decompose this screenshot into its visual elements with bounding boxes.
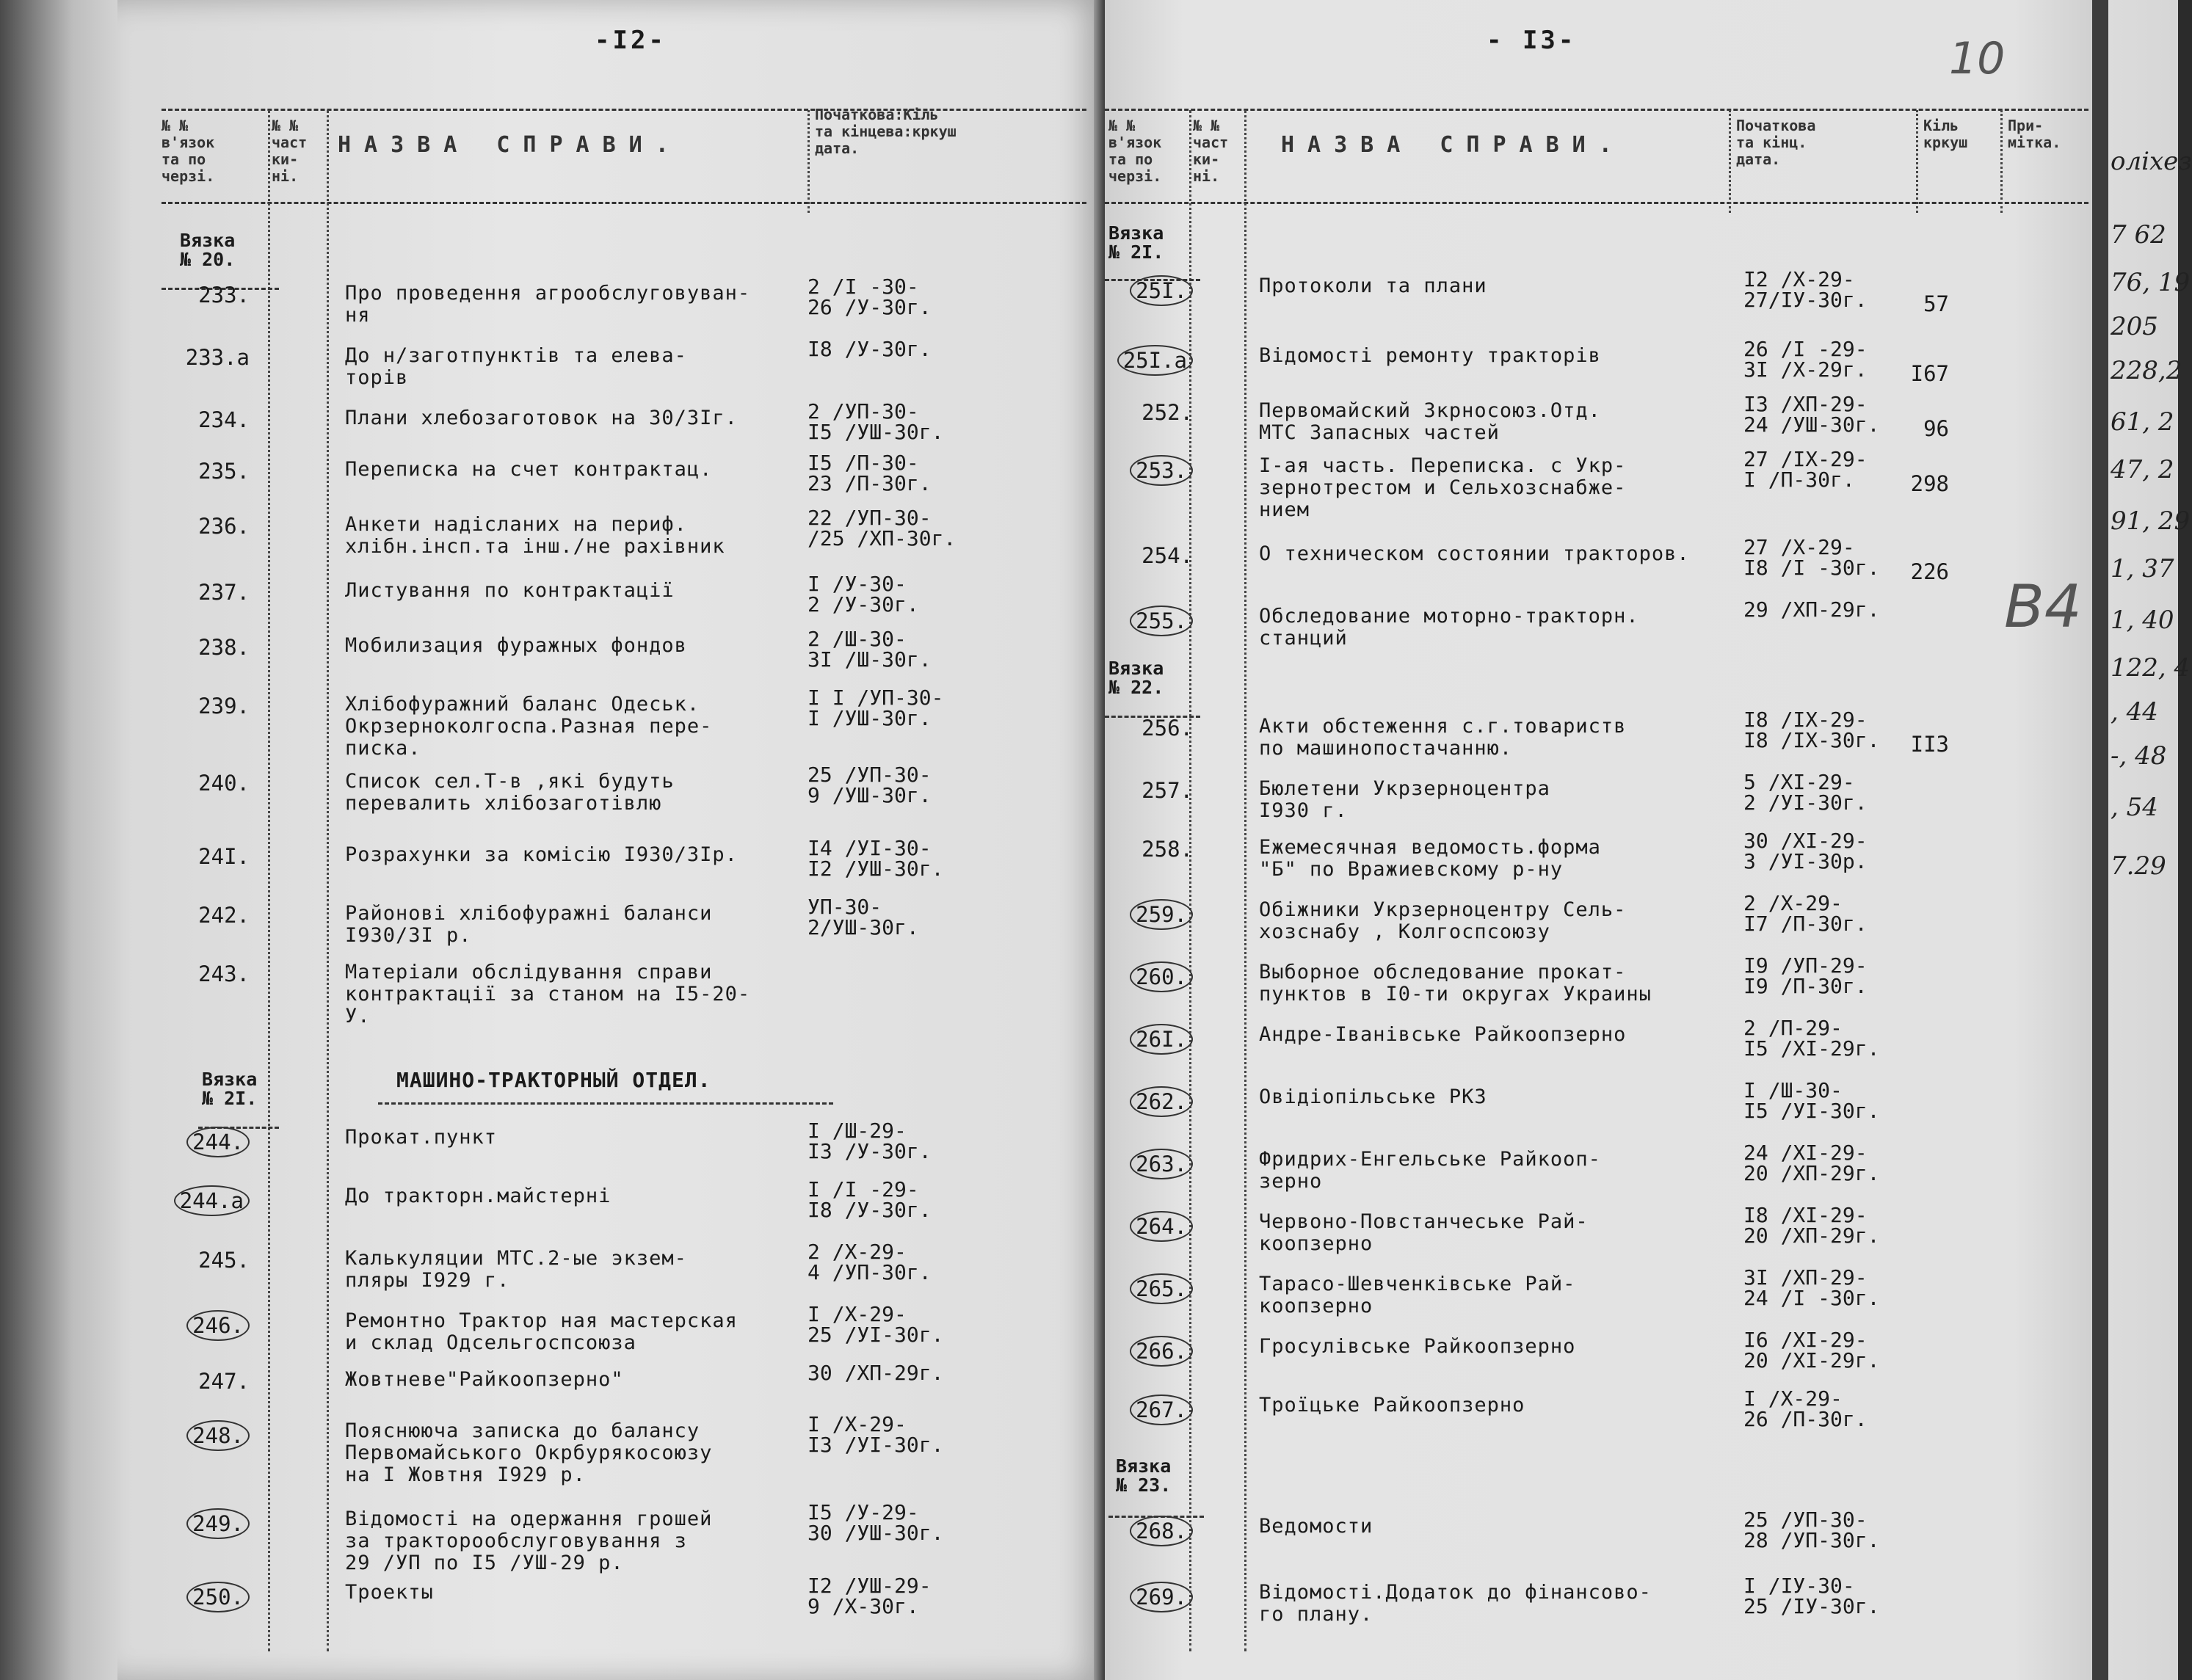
section-rule bbox=[378, 1102, 833, 1105]
column-divider bbox=[1244, 110, 1246, 1651]
entry-dates: 2 /Х-29- 4 /УП-30г. bbox=[808, 1240, 932, 1284]
margin-note: 47, 2 bbox=[2111, 455, 2174, 484]
entry-number bbox=[1075, 1086, 1193, 1117]
margin-note: 1, 40 bbox=[2111, 606, 2174, 635]
entry-title: Прокат.пункт bbox=[345, 1126, 498, 1149]
entry-number-text: 252. bbox=[1142, 400, 1193, 425]
bundle-rule bbox=[198, 1127, 279, 1129]
entry-title: Жовтневе"Райкоопзерно" bbox=[345, 1368, 624, 1391]
entry-number-text: 24I. bbox=[198, 844, 250, 869]
entry-number-text: 238. bbox=[198, 635, 250, 660]
entry-number-text: 235. bbox=[198, 459, 250, 484]
margin-note: 1, 37 bbox=[2111, 554, 2174, 583]
entry-title: Список сел.Т-в ,які будуть перевалить хлібозаготівлю bbox=[345, 770, 675, 815]
bundle-label: Вязка № 20. bbox=[180, 230, 236, 270]
header-col-number: № № в'язок та по черзі. bbox=[1108, 117, 1162, 185]
entry-number bbox=[132, 635, 250, 660]
entry-number-text: 236. bbox=[198, 514, 250, 539]
entry-title: Пояснююча записка до балансу Первомайського Окрбурякосоюзу на I Жовтня I929 р. bbox=[345, 1419, 713, 1486]
entry-number-text: 255. bbox=[1130, 606, 1193, 636]
entry-number bbox=[132, 283, 250, 308]
entry-dates: I2 /УШ-29- 9 /Х-30г. bbox=[808, 1574, 932, 1618]
entry-dates: I /Х-29- I3 /УI-30г. bbox=[808, 1412, 944, 1457]
header-col-title: НАЗВА СПРАВИ. bbox=[338, 132, 682, 158]
entry-number bbox=[132, 345, 250, 370]
entry-number-text: 26I. bbox=[1130, 1024, 1193, 1055]
header-rule-top bbox=[1105, 109, 2088, 111]
entry-number bbox=[132, 844, 250, 869]
entry-number-text: 244.a bbox=[174, 1185, 250, 1216]
entry-dates: 2 /I -30- 26 /У-30г. bbox=[808, 274, 932, 319]
entry-number bbox=[1075, 1273, 1193, 1304]
entry-dates: I /Ш-29- I3 /У-30г. bbox=[808, 1119, 932, 1163]
entry-title: Районові хлібофуражні баланси I930/3I р. bbox=[345, 902, 713, 947]
entry-number-text: 266. bbox=[1130, 1336, 1193, 1367]
entry-number bbox=[1075, 1516, 1193, 1546]
entry-number bbox=[132, 694, 250, 719]
entry-dates: I /У-30- 2 /У-30г. bbox=[808, 572, 919, 617]
entry-dates: 26 /I -29- 3I /Х-29г. bbox=[1743, 337, 1868, 382]
entry-number bbox=[1075, 961, 1193, 992]
entry-sheet-count: 96 bbox=[1923, 416, 1949, 441]
entry-dates: 27 /IХ-29- I /П-30г. bbox=[1743, 447, 1868, 492]
header-col-count: Кіль кркуш bbox=[1923, 117, 1968, 151]
entry-dates: I8 /У-30г. bbox=[808, 337, 932, 361]
right-page bbox=[1105, 0, 2092, 1680]
entry-number-text: 233. bbox=[198, 283, 250, 308]
entry-dates: УП-30- 2/УШ-30г. bbox=[808, 895, 919, 939]
entry-title: Первомайский Зкрносоюз.Отд. МТС Запасных частей bbox=[1259, 399, 1601, 444]
entry-dates: I /Х-29- 26 /П-30г. bbox=[1743, 1386, 1868, 1431]
entry-title: Відомості ремонту тракторів bbox=[1259, 344, 1601, 367]
entry-number bbox=[132, 1420, 250, 1451]
entry-number-text: 243. bbox=[198, 961, 250, 986]
left-page bbox=[117, 0, 1105, 1680]
page-number: -I2- bbox=[595, 26, 667, 55]
entry-title: Хлібофуражний баланс Одеськ. Окрзерноколгоспа.Разная пере- писка. bbox=[345, 693, 713, 760]
entry-title: До тракторн.майстерні bbox=[345, 1185, 611, 1207]
entry-dates: 30 /ХI-29- 3 /УI-30р. bbox=[1743, 829, 1868, 873]
entry-title: Гросулівське Райкоопзерно bbox=[1259, 1335, 1576, 1358]
pencil-folio-number: 10 bbox=[1949, 33, 2006, 84]
entry-number bbox=[1075, 1394, 1193, 1425]
entry-title: Тарасо-Шевченківське Рай- коопзерно bbox=[1259, 1273, 1576, 1317]
entry-sheet-count: II3 bbox=[1910, 732, 1949, 757]
entry-dates: I /Х-29- 25 /УI-30г. bbox=[808, 1302, 944, 1347]
entry-number-text: 256. bbox=[1142, 716, 1193, 741]
entry-dates: 2 /УП-30- I5 /УШ-30г. bbox=[808, 399, 944, 444]
entry-title: I-ая часть. Переписка. с Укр- зернотрестом и Сельхозснабже- нием bbox=[1259, 454, 1627, 521]
entry-number bbox=[1075, 455, 1193, 486]
entry-dates: I I /УП-30- I /УШ-30г. bbox=[808, 686, 944, 730]
column-divider bbox=[2000, 110, 2003, 213]
entry-title: Анкети надісланих на периф. хлібн.інсп.та інш./не рахівник bbox=[345, 513, 725, 558]
entry-dates: 30 /ХП-29г. bbox=[808, 1361, 944, 1385]
entry-number bbox=[132, 459, 250, 484]
bundle-label: Вязка № 23. bbox=[1116, 1455, 1172, 1496]
entry-number bbox=[1075, 1582, 1193, 1612]
entry-dates: I5 /У-29- 30 /УШ-30г. bbox=[808, 1500, 944, 1545]
margin-note: -, 48 bbox=[2111, 741, 2167, 771]
entry-number-text: 262. bbox=[1130, 1086, 1193, 1117]
entry-dates: I6 /ХI-29- 20 /ХI-29г. bbox=[1743, 1328, 1880, 1372]
entry-title: Калькуляции МТС.2-ые экзем- пляры I929 г. bbox=[345, 1247, 687, 1292]
entry-number-text: 248. bbox=[186, 1420, 250, 1451]
entry-number bbox=[132, 580, 250, 605]
margin-note: , 54 bbox=[2111, 793, 2158, 822]
entry-title: Обіжники Укрзерноцентру Сель- хозснабу , Колгоспсоюзу bbox=[1259, 898, 1627, 943]
header-col-dates: Початкова та кінц. дата. bbox=[1736, 117, 1816, 168]
entry-dates: I /IУ-30- 25 /IУ-30г. bbox=[1743, 1574, 1880, 1618]
header-rule-top bbox=[162, 109, 1086, 111]
entry-title: Листування по контрактації bbox=[345, 579, 675, 602]
column-divider bbox=[808, 110, 810, 213]
entry-dates: 25 /УП-30- 9 /УШ-30г. bbox=[808, 763, 932, 807]
entry-dates: 5 /ХI-29- 2 /УI-30г. bbox=[1743, 770, 1868, 815]
entry-number-text: 239. bbox=[198, 694, 250, 719]
entry-number bbox=[1075, 606, 1193, 636]
header-col-parts: № № част ки- ні. bbox=[1193, 117, 1229, 185]
margin-note: оліхез bbox=[2111, 147, 2192, 176]
entry-title: Бюлетени Укрзерноцентра I930 г. bbox=[1259, 777, 1550, 822]
entry-dates: 24 /ХI-29- 20 /ХП-29г. bbox=[1743, 1141, 1880, 1185]
pencil-mark: В4 bbox=[2004, 572, 2082, 641]
entry-number-text: 260. bbox=[1130, 961, 1193, 992]
margin-note: 205 bbox=[2111, 312, 2158, 341]
entry-sheet-count: I67 bbox=[1910, 361, 1949, 386]
entry-number bbox=[132, 1185, 250, 1216]
entry-dates: 27 /Х-29- I8 /I -30г. bbox=[1743, 535, 1880, 580]
entry-title: Фридрих-Енгельське Райкооп- зерно bbox=[1259, 1148, 1601, 1193]
entry-title: Відомості.Додаток до фінансово- го плану. bbox=[1259, 1581, 1652, 1626]
entry-title: Акти обстеження с.г.товариств по машинопостачанню. bbox=[1259, 715, 1627, 760]
page-number: - I3- bbox=[1487, 26, 1577, 55]
entry-title: Протоколи та плани bbox=[1259, 274, 1487, 297]
column-divider bbox=[327, 110, 329, 1651]
entry-number bbox=[132, 771, 250, 796]
entry-number-text: 249. bbox=[186, 1508, 250, 1539]
entry-dates: I8 /ХI-29- 20 /ХП-29г. bbox=[1743, 1203, 1880, 1248]
margin-note: 7.29 bbox=[2111, 851, 2166, 881]
entry-number-text: 245. bbox=[198, 1248, 250, 1273]
entry-number bbox=[1075, 543, 1193, 568]
entry-title: Про проведення агрообслуговуван- ня bbox=[345, 282, 751, 327]
bundle-label: Вязка № 22. bbox=[1108, 658, 1164, 698]
margin-note: 76, 19 bbox=[2111, 268, 2191, 297]
margin-note: 228,2 bbox=[2111, 356, 2182, 385]
entry-number-text: 269. bbox=[1130, 1582, 1193, 1612]
margin-note: 61, 2 bbox=[2111, 407, 2174, 437]
entry-title: Выборное обследование прокат- пунктов в I0-ти округах Украины bbox=[1259, 961, 1652, 1006]
entry-number-text: 268. bbox=[1130, 1516, 1193, 1546]
entry-title: Обследование моторно-тракторн. станций bbox=[1259, 605, 1639, 650]
entry-sheet-count: 57 bbox=[1923, 291, 1949, 316]
entry-dates: 3I /ХП-29- 24 /I -30г. bbox=[1743, 1265, 1880, 1310]
entry-number-text: 240. bbox=[198, 771, 250, 796]
header-rule-bottom bbox=[162, 202, 1086, 204]
entry-dates: I5 /П-30- 23 /П-30г. bbox=[808, 451, 932, 495]
entry-dates: I4 /УI-30- I2 /УШ-30г. bbox=[808, 836, 944, 881]
entry-number bbox=[1075, 275, 1193, 306]
header-col-note: При- мітка. bbox=[2008, 117, 2061, 151]
entry-number-text: 242. bbox=[198, 903, 250, 928]
entry-title: Переписка на счет контрактац. bbox=[345, 458, 713, 481]
entry-number bbox=[1075, 716, 1193, 741]
header-col-parts: № № част ки- ні. bbox=[272, 117, 308, 185]
column-divider bbox=[1729, 110, 1731, 213]
entry-number-text: 253. bbox=[1130, 455, 1193, 486]
entry-title: Ремонтно Трактор ная мастерская и склад Одсельгоспсоюза bbox=[345, 1309, 738, 1354]
entry-dates: 22 /УП-30- /25 /ХП-30г. bbox=[808, 506, 957, 550]
entry-number bbox=[1075, 837, 1193, 862]
entry-dates: I2 /Х-29- 27/IУ-30г. bbox=[1743, 267, 1868, 312]
entry-title: Троекты bbox=[345, 1581, 434, 1604]
entry-number-text: 265. bbox=[1130, 1273, 1193, 1304]
entry-number-text: 247. bbox=[198, 1369, 250, 1394]
entry-number-text: 264. bbox=[1130, 1211, 1193, 1242]
entry-dates: 2 /П-29- I5 /ХI-29г. bbox=[1743, 1016, 1880, 1061]
entry-number bbox=[132, 903, 250, 928]
column-divider bbox=[268, 110, 270, 1651]
entry-number bbox=[132, 1127, 250, 1157]
entry-title: Мобилизация фуражных фондов bbox=[345, 634, 687, 657]
entry-number-text: 25I. bbox=[1130, 275, 1193, 306]
entry-number bbox=[1075, 400, 1193, 425]
entry-dates: I9 /УП-29- I9 /П-30г. bbox=[1743, 953, 1868, 998]
entry-number-text: 233.a bbox=[185, 345, 250, 370]
header-col-number: № № в'язок та по черзі. bbox=[162, 117, 215, 185]
section-heading: МАШИНО-ТРАКТОРНЫЙ ОТДЕЛ. bbox=[396, 1068, 711, 1092]
entry-dates: 2 /Х-29- I7 /П-30г. bbox=[1743, 891, 1868, 936]
entry-number bbox=[132, 1248, 250, 1273]
entry-number bbox=[1075, 899, 1193, 930]
entry-number-text: 234. bbox=[198, 407, 250, 432]
entry-number-text: 244. bbox=[186, 1127, 250, 1157]
entry-number bbox=[132, 1508, 250, 1539]
margin-note: 122, 4 bbox=[2111, 653, 2191, 683]
entry-number-text: 267. bbox=[1130, 1394, 1193, 1425]
entry-number bbox=[1075, 778, 1193, 803]
entry-title: Червоно-Повстанчеське Рай- коопзерно bbox=[1259, 1210, 1589, 1255]
entry-dates: I8 /IХ-29- I8 /IХ-30г. bbox=[1743, 708, 1880, 752]
entry-dates: I3 /ХП-29- 24 /УШ-30г. bbox=[1743, 392, 1880, 437]
entry-dates: I /Ш-30- I5 /УI-30г. bbox=[1743, 1078, 1880, 1123]
entry-number-text: 25I.a bbox=[1117, 345, 1193, 376]
entry-dates: 25 /УП-30- 28 /УП-30г. bbox=[1743, 1508, 1880, 1552]
entry-title: Плани хлебозаготовок на 30/3Iг. bbox=[345, 407, 738, 429]
margin-note: 7 62 bbox=[2111, 220, 2166, 250]
entry-number bbox=[1075, 345, 1193, 376]
entry-number-text: 257. bbox=[1142, 778, 1193, 803]
entry-number bbox=[1075, 1024, 1193, 1055]
entry-sheet-count: 226 bbox=[1910, 559, 1949, 584]
entry-dates: 2 /Ш-30- 3I /Ш-30г. bbox=[808, 627, 932, 672]
entry-dates: 29 /ХП-29г. bbox=[1743, 597, 1880, 622]
book-edge-strip bbox=[2092, 0, 2108, 1680]
entry-dates: I /I -29- I8 /У-30г. bbox=[808, 1177, 932, 1222]
header-col-dates: Початкова:Кіль та кінцева:кркуш дата. bbox=[815, 106, 957, 157]
entry-sheet-count: 298 bbox=[1910, 471, 1949, 496]
entry-title: Троїцьке Райкоопзерно bbox=[1259, 1394, 1525, 1417]
entry-title: Відомості на одержання грошей за тракторообслуговування з 29 /УП по I5 /УШ-29 р. bbox=[345, 1508, 713, 1574]
entry-title: О техническом состоянии тракторов. bbox=[1259, 542, 1690, 565]
entry-title: До н/заготпунктів та елева- торів bbox=[345, 344, 687, 389]
entry-number bbox=[132, 1310, 250, 1341]
entry-number bbox=[132, 961, 250, 986]
entry-title: Андре-Іванівське Райкоопзерно bbox=[1259, 1023, 1627, 1046]
margin-note: 91, 29 bbox=[2111, 506, 2191, 536]
book-edge-left bbox=[0, 0, 121, 1680]
entry-number bbox=[1075, 1149, 1193, 1179]
entry-title: Ведомости bbox=[1259, 1515, 1373, 1538]
entry-number bbox=[132, 1369, 250, 1394]
margin-note: , 44 bbox=[2111, 697, 2158, 727]
entry-number bbox=[1075, 1336, 1193, 1367]
entry-number-text: 263. bbox=[1130, 1149, 1193, 1179]
entry-title: Ежемесячная ведомость.форма "Б" по Вражиевскому р-ну bbox=[1259, 836, 1601, 881]
entry-number-text: 258. bbox=[1142, 837, 1193, 862]
bundle-label: Вязка № 2I. bbox=[1108, 222, 1164, 263]
entry-title: Розрахунки за комісію I930/3Iр. bbox=[345, 843, 738, 866]
bundle-label: Вязка № 2I. bbox=[202, 1069, 258, 1109]
entry-number bbox=[1075, 1211, 1193, 1242]
entry-number bbox=[132, 1582, 250, 1612]
entry-number-text: 246. bbox=[186, 1310, 250, 1341]
entry-number-text: 250. bbox=[186, 1582, 250, 1612]
entry-number bbox=[132, 514, 250, 539]
entry-number-text: 259. bbox=[1130, 899, 1193, 930]
column-divider bbox=[1916, 110, 1918, 213]
entry-title: Овідіопільське РКЗ bbox=[1259, 1086, 1487, 1108]
entry-number bbox=[132, 407, 250, 432]
header-col-title: НАЗВА СПРАВИ. bbox=[1281, 132, 1625, 158]
header-rule-bottom bbox=[1105, 202, 2088, 204]
entry-title: Матеріали обслідування справи контрактації за станом на I5-20- У. bbox=[345, 961, 751, 1028]
entry-number-text: 237. bbox=[198, 580, 250, 605]
entry-number-text: 254. bbox=[1142, 543, 1193, 568]
